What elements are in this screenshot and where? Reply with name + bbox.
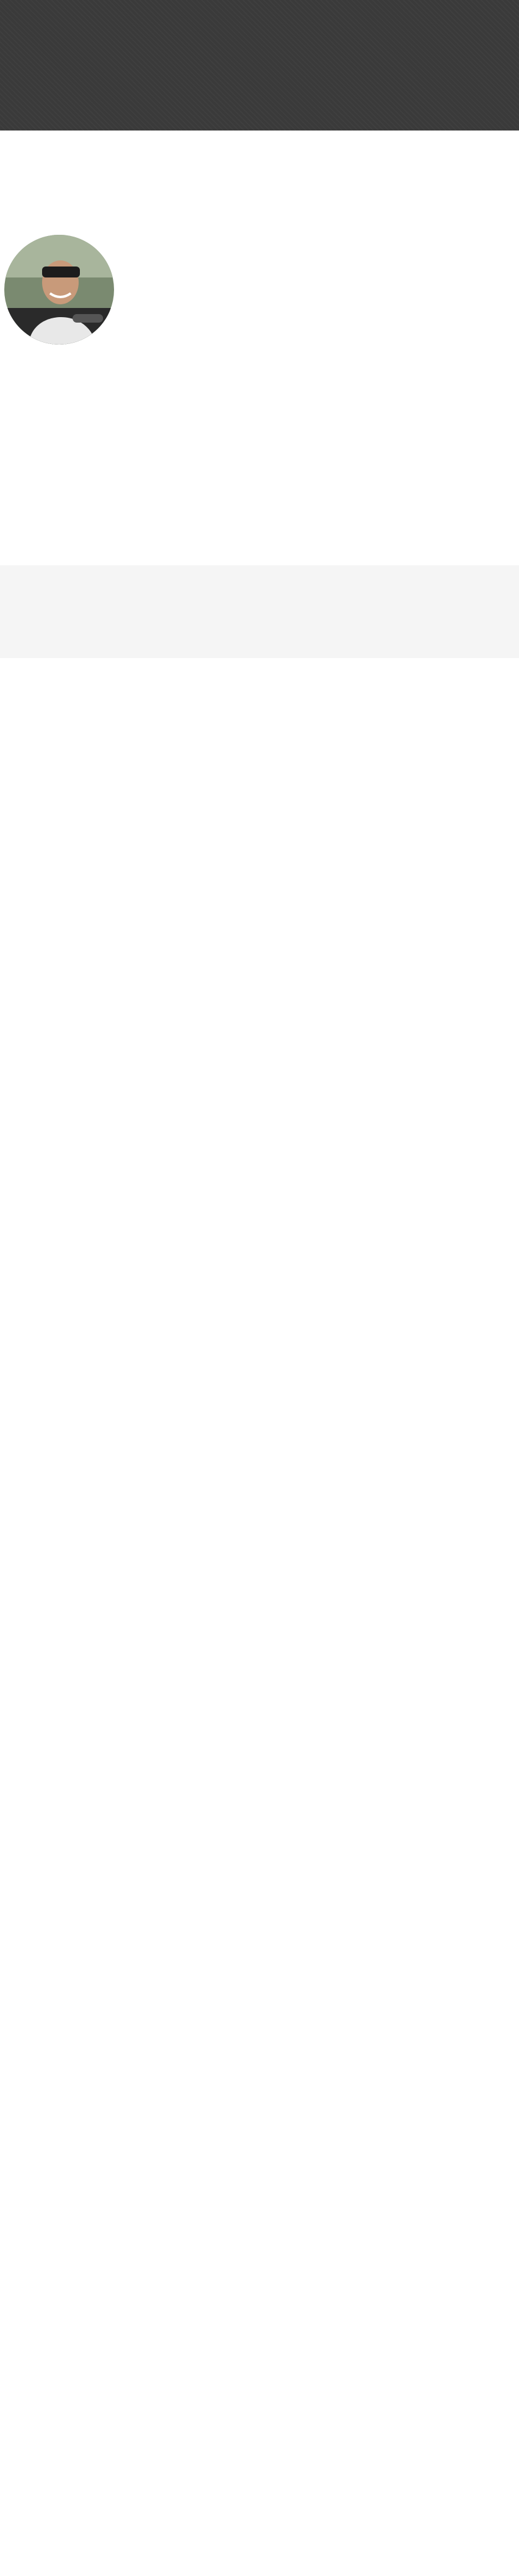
instructor-profile [2, 235, 115, 358]
course-curriculum [0, 565, 519, 658]
instructor-avatar [4, 235, 114, 345]
instructor-section [0, 199, 519, 565]
course-hero [0, 0, 519, 131]
instructor-photo [4, 235, 114, 345]
course-description [0, 131, 519, 182]
